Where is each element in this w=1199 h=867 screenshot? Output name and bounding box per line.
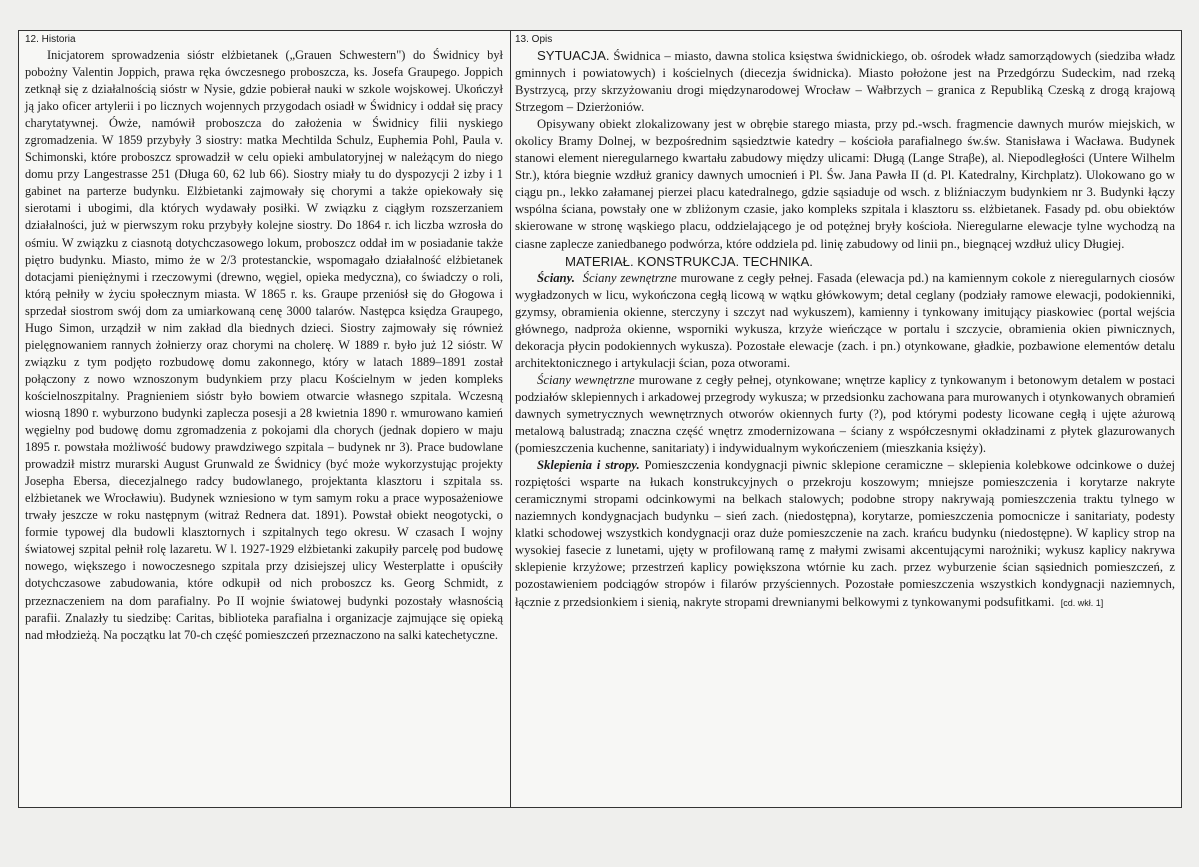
vaults-paragraph bbox=[515, 457, 1175, 611]
sytuacja-paragraph bbox=[515, 47, 1175, 116]
sytuacja-text: Świdnica – miasto, dawna stolica księstwa świdnickiego, ob. ośrodek władz samorządowych (siedziba władz gminnych i powiatowych) i kościelnych (diecezja świdnicka). Miasto położone jest na Przedgórzu Sudeckim, nad rzeką Bystrzycą, przy skrzyżowaniu drogi międzynarodowej Wrocław – Wałbrzych – granica z Republiką Czeską z drogą krajową Strzegom – Dzierżoniów. bbox=[515, 49, 1175, 115]
inner-walls-text: murowane z cegły pełnej, otynkowane; wnętrze kaplicy z tynkowanym i betonowym detalem w postaci podziałów sklepiennych i arkadowej przegrody wykusza; w przedsionku zachowana para murowanych i otynkowanych obramień dawnych symetrycznych wewnętrznych otworów okiennych furty (?), pod którymi podesty licowane cegłą i ujęte ażurową metalową balustradą; znaczna część wnętrz zmodernizowana – ściany z współczesnymi okładzinami z płytek glazurowanych (pomieszczenia kuchenne, sanitariaty) i indywidualnym wykończeniem (mieszkania księży). bbox=[515, 372, 1175, 456]
vaults-label: Sklepienia i stropy. bbox=[537, 458, 640, 473]
outer-walls-text: murowane z cegły pełnej. Fasada (elewacja pd.) na kamiennym cokole z nieregularnych ciosów wygładzonych w licu, wykończona cegłą licową w wątku główkowym; detal ceglany (podziały ramowe elewacji, podokienniki, gzymsy, obramienia okienne, sterczyny i szczyt nad wykuszem), kamienny i tynkowany imitujący piaskowiec (portal wejścia głównego, nadproża okienne, wsporniki wykusza, krzyże wieńczące w portalu i szczycie, obramienia okien piwnicznych, dekoracja płycin podokiennych wykusza). Pozostałe elewacje (zach. i pn.) otynkowane, gładkie, pozbawione elementów detalu architektonicznego i artykulacji ścian, poza otworami. bbox=[515, 270, 1175, 370]
description-column bbox=[515, 34, 1175, 612]
continuation-note: [cd. wkł. 1] bbox=[1060, 597, 1104, 608]
history-header: 12. Historia bbox=[25, 34, 76, 45]
location-paragraph: Opisywany obiekt zlokalizowany jest w obrębie starego miasta, przy pd.-wsch. fragmencie dawnych murów miejskich, w okolicy Bramy Dolnej, w bezpośrednim sąsiedztwie katedry – kościoła parafialnego św.św. Stanisława i Wacława. Budynek stanowi element nieregularnego kwartału zabudowy między ulicami: Długą (Lange Straβe), al. Niepodległości (Untere Wilhelm Str.), która biegnie wzdłuż granicy dawnych umocnień i Pl. Św. Jana Pawła II (d. Pl. Katedralny, Kirchplatz). Ulokowano go w ciągu pn., lekko załamanej pierzei placu katedralnego, gdzie sąsiaduje od wsch. z bliźniaczym budynkiem nr 3. Budynki łączy wspólna ściana, powstały one w zbliżonym czasie, jako kompleks szpitala i klasztoru ss. elżbietanek. Fasady pd. obu obiektów skierowane w stronę wąskiego placu, oddzielającego je od potężnej bryły kościoła. Nieregularne elewacje tylne wychodzą na ciasne zaplecze zaniedbanego podwórza, które oddziela pd. linię zabudowy od linii pn., biegnącej wzdłuż ulicy Długiej. bbox=[515, 117, 1175, 251]
sytuacja-title: SYTUACJA. bbox=[537, 48, 610, 63]
outer-walls-label: Ściany zewnętrzne bbox=[582, 270, 677, 285]
inner-walls-label: Ściany wewnętrzne bbox=[537, 372, 635, 387]
document-sheet bbox=[18, 30, 1182, 808]
inner-walls-paragraph bbox=[515, 372, 1175, 457]
outer-walls-paragraph bbox=[515, 270, 1175, 372]
material-title: MATERIAŁ. KONSTRUKCJA. TECHNIKA. bbox=[565, 253, 813, 269]
sciany-label: Ściany. bbox=[537, 270, 575, 285]
history-text: Inicjatorem sprowadzenia sióstr elżbietanek („Grauen Schwestern") do Świdnicy był pobożny Valentin Joppich, prawa ręka ówczesnego proboszcza, ks. Josefa Graupego. Joppich zetknął się z działalnością sióstr w Nysie, gdzie pobierał nauki w szkole wojskowej. Ukończył ją jako oficer artylerii i po licznych wojennych przygodach osiadł w Świdnicy i oddał się pracy charytatywnej. Ówże, namówił proboszcza do założenia w Świdnicy filii nyskiego zgromadzenia. W 1859 przybyły 3 siostry: matka Mechtilda Schulz, Euphemia Pohl, Paula v. Schimonski, które proboszcz sprowadził w celu opieki ambulatoryjnej w należącym do niego domu przy Langestrasse 251 (Długa 60, 62 lub 66). Siostry miały tu do dyspozycji 2 izby i 1 gabinet na parterze budynku. Elżbietanki zajmowały się chorymi a także opiekowały się sierotami i ubogimi, dla których wydawały posiłki. W związku z ciągłym rozszerzaniem działalności, już w pierwszym roku przybyły kolejne siostry. Do 1864 r. ich liczba wzrosła do ośmiu. W związku z ciasnotą dotychczasowego lokum, proboszcz oddał im w posiadanie także piętro budynku. Miasto, mimo że w 2/3 protestanckie, wspomagało działalność elżbietanek dotacjami pieniężnymi i rzeczowymi (drewno, węgiel, opieka medyczna), co świadczy o roli, którą pełniły w życiu społecznym miasta. W 1865 r. ks. Graupe przeniósł się do Głogowa i sprzedał siostrom swój dom za umiarkowaną cenę 3000 talarów. Następca księdza Graupego, Hugo Simon, urządził w nim zakład dla biednych dzieci. Siostry zajmowały się również pielęgnowaniem rannych żołnierzy oraz chorymi na cholerę. W 1889 r. było już 12 sióstr. W związku z tym podjęto rozbudowę domu zakonnego, który w latach 1889–1891 został połączony z nowo wznoszonym budynkiem przy placu Kościelnym w jeden kompleks kościelnoszpitalny. Pragnieniem sióstr było bowiem otwarcie własnego szpitala. Wczesną wiosną 1890 r. wyburzono budynki zaplecza posesji a 28 kwietnia 1890 r. wmurowano kamień węgielny pod budowę domu zgromadzenia z pokojami dla chorych (jednak dopiero w maju 1895 r. powstała możliwość budowy prawdziwego szpitala – budynek nr 3). Prace budowlane prowadził mistrz murarski August Grunwald ze Świdnicy (być może wykorzystując projekty Josepha Ebersa, diecezjalnego radcy budowlanego, projektanta klasztoru i szpitala ss. elżbietanek we Wrocławiu). Budynek wzniesiono w tym samym roku a prace wyposażeniowe trwały jeszcze w roku następnym (witraż Rednera dat. 1891). Powstał obiekt neogotycki, o formie typowej dla budowli klasztornych i szpitalnych tego okresu. W czasach I wojny światowej szpital pełnił rolę lazaretu. W l. 1927-1929 elżbietanki zakupiły parcelę pod budowę nowego, większego i nowoczesnego szpitala przy dzisiejszej ulicy Westerplatte i opuściły dotychczasowe zabudowania, które odkupił od nich proboszcz ks. Georg Schmidt, z przeznaczeniem na dom parafialny. Po II wojnie światowej budynki pozostały własnością parafii. Znalazły tu siedzibę: Caritas, biblioteka parafialna i organizacje zajmujące się opieką nad młodzieżą. Na początku lat 70-ch część pomieszczeń przeznaczono na salki katechetyczne. bbox=[25, 48, 503, 642]
history-column bbox=[25, 34, 503, 644]
column-divider bbox=[510, 31, 511, 807]
vaults-text: Pomieszczenia kondygnacji piwnic sklepione ceramiczne – sklepienia kolebkowe odcinkowe o dużej rozpiętości wsparte na łukach konstrukcyjnych o przekroju koszowym; mniejsze pomieszczenia i korytarze nakryte ceramicznymi stropami odcinkowymi na belkach stalowych; podobne stropy nakrywają pomieszczenia traktu tylnego w naziemnych kondygnacjach budynku – sień zach. (niedostępna), korytarze, pomieszczenia pomocnicze i sanitariaty, podesty klatki schodowej wszystkich kondygnacji oraz duże pomieszczenie na zach. krańcu budynku (niedostępne). W kaplicy strop na wysokiej fasecie z lunetami, ujęty w profilowaną ramę z małymi zwisami akcentującymi narożniki; wykusz kaplicy nakrywa sklepienie krzyżowe; przestrzeń kaplicy powiększona wtórnie ku zach. przez wyburzenie ścian sąsiednich pomieszczeń, z pozostawieniem podciągów stropów i filarów przyściennych. Pozostałe pomieszczenia wszystkich kondygnacji naziemnych, łącznie z przedsionkiem i sienią, nakryte stropami drewnianymi belkowymi z tynkowanymi podsufitkami. bbox=[515, 458, 1175, 609]
description-header: 13. Opis bbox=[515, 34, 553, 45]
